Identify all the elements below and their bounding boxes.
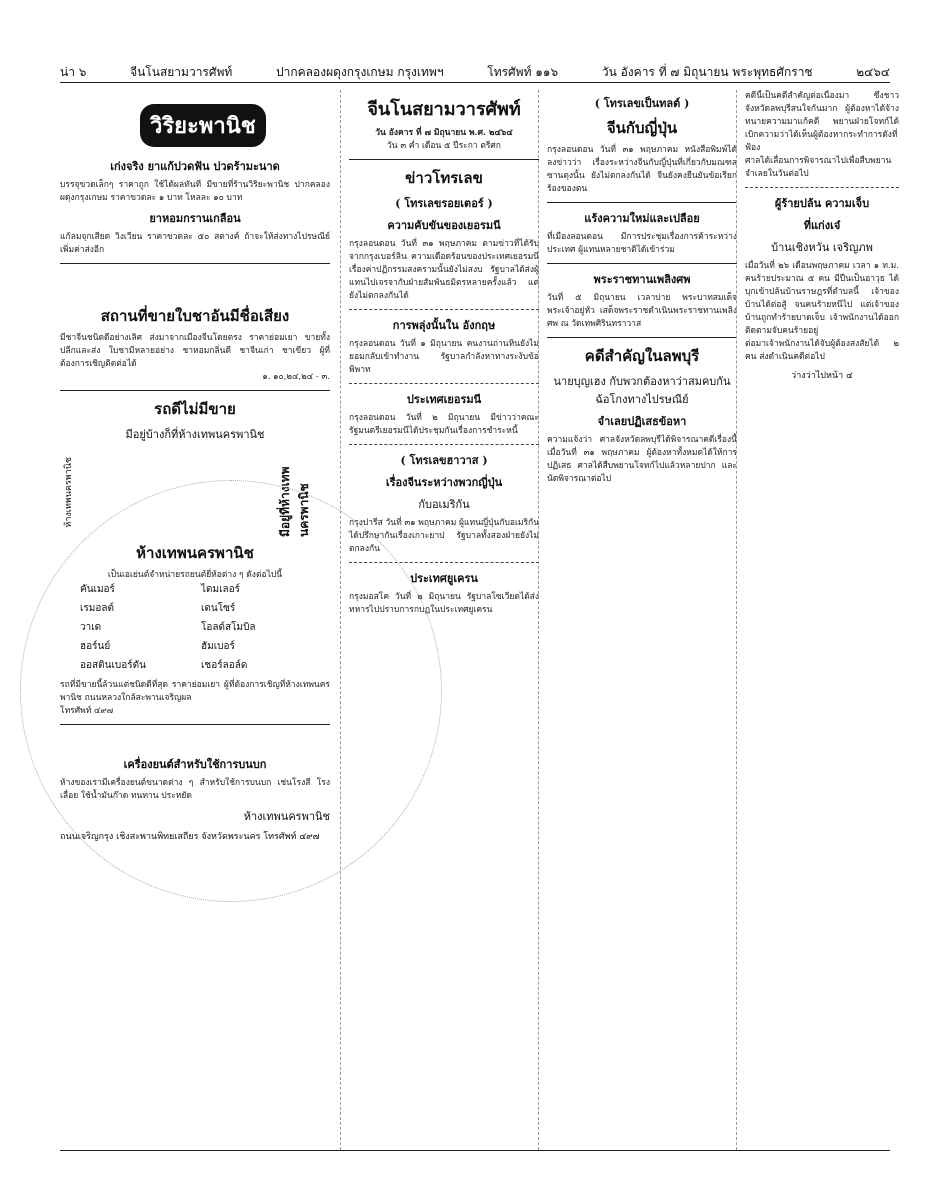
store-note: รถที่มีขายนี้ล้วนแต่ชนิดดีที่สุด ราคาย่อมเยา ผู้ที่ต้องการเชิญที่ห้างเทพนครพานิช ถนนหลวงใกล้สะพานเจริญผล (60, 680, 330, 703)
headline: การพลุ่งนั้นใน อังกฤษ (392, 319, 496, 332)
section-title: ข่าวโทรเลข (405, 169, 483, 187)
paper-address: ปากคลองผดุงกรุงเกษม กรุงเทพฯ (276, 64, 444, 79)
source-reuters: ( โทรเลขรอยเตอร์ ) (395, 197, 493, 210)
divider (60, 390, 330, 391)
ads-column (60, 90, 330, 1150)
divider (60, 263, 330, 264)
brand-list (60, 582, 330, 673)
car-ad-space (60, 447, 330, 537)
side-stamp-left: ห้างเทพนครพานิช (64, 457, 74, 528)
continued-note: ว่างว่าไปหน้า ๔ (791, 371, 853, 381)
article-body: เมื่อวันที่ ๒๖ เดือนพฤษภาคม เวลา ๑ ท.ม. คนร้ายประมาณ ๕ คน มีปืนเป็นอาวุธ ได้บุกเข้าปล้นบ้านราษฎรที่ตำบลนี้ เจ้าของบ้านได้ต่อสู้ จนคนร้ายหนีไป แต่เจ้าของบ้านถูกทำร้ายบาดเจ็บ เจ้าพนักงานได้ออกติดตามจับคนร้ายอยู่ (745, 261, 899, 336)
brand-item: คันเมอร์ (80, 584, 115, 595)
issue-year: ๒๔๖๔ (856, 64, 890, 79)
divider (547, 202, 737, 203)
article-body: วันที่ ๕ มิถุนายน เวลาบ่าย พระบาทสมเด็จพระเจ้าอยู่หัว เสด็จพระราชดำเนินพระราชทานเพลิงศพ ณ วัดเทพศิรินทราวาส (547, 293, 737, 329)
headline: เรื่องจีนระหว่างพวกญี่ปุ่น (385, 476, 503, 489)
news-column-3 (736, 90, 899, 1150)
ad-tea-ref: ๑. ๑๐,๒๔,๒๔ - ๓. (262, 372, 330, 382)
divider (60, 724, 330, 725)
news-column-1 (340, 90, 539, 1150)
brand-item: ไดมเลอร์ (201, 584, 241, 595)
headline-sub: ที่แก่งเจ๋ (803, 219, 841, 232)
ad-engine-body: ห้างของเรามีเครื่องยนต์ขนาดต่าง ๆ สำหรับใช้การบนบก เช่นโรงสี โรงเลื่อย ใช้น้ำมันก๊าด ทนทาน ประหยัด (60, 778, 330, 801)
article-body: กรุงลอนดอน วันที่ ๒ มิถุนายน มีข่าวว่าคณะรัฐมนตรีเยอรมนีได้ประชุมกันเรื่องการชำระหนี้ (349, 413, 539, 436)
article-body: กรุงลอนดอน วันที่ ๑ มิถุนายน คนงานถ่านหินยังไม่ยอมกลับเข้าทำงาน รัฐบาลกำลังหาทางระงับข้อพิพาท (349, 339, 539, 375)
news-column-2 (538, 90, 737, 1150)
article-body: ศาลได้เลื่อนการพิจารณาไปเพื่อสืบพยานจำเลยในวันต่อไป (745, 156, 892, 179)
headline: ผู้ร้ายปล้น ความเจ็บ (774, 197, 870, 210)
page-number: น่า ๖ (60, 64, 87, 79)
headline-sub: จำเลยปฏิเสธข้อหา (597, 415, 687, 428)
article-body: ที่เมืองลอนดอน มีการประชุมเรื่องการค้าระหว่างประเทศ ผู้แทนหลายชาติได้เข้าร่วม (547, 232, 737, 255)
brand-item: วาเด (80, 622, 102, 633)
brand-item: เรมอลต์ (80, 603, 115, 614)
headline-sub: กับอเมริกัน (418, 498, 470, 511)
running-header (60, 62, 890, 83)
ad-balm-title: ยาหอมกรานเกลือน (149, 212, 241, 225)
ad-toothache-body: บรรจุขวดเล็กๆ ราคาถูก ใช้ได้ผลทันที มีขายที่ร้านวิริยะพานิช ปากคลองผดุงกรุงเกษม ราคาขวดละ ๑ บาท โหลละ ๑๐ บาท (60, 180, 330, 203)
divider (349, 159, 539, 160)
masthead: จีนโนสยามวารศัพท์ (367, 99, 521, 120)
ad-car-sub: มีอยู่บ้างก็ที่ห้างเทพนครพานิช (125, 428, 265, 441)
ad-tea-title: สถานที่ขายใบชาอันมีชื่อเสียง (100, 307, 290, 325)
brand-item: ออสตินเบอร์ตัน (80, 660, 146, 671)
headline: ประเทศยูเครน (410, 572, 478, 585)
issue-date: วัน อังคาร ที่ ๗ มิถุนายน พระพุทธศักราช (601, 64, 813, 79)
article-body: คดีนี้เป็นคดีสำคัญต่อเนื่องมา ซึ่งชาวจังหวัดลพบุรีสนใจกันมาก ผู้ต้องหาได้จ้างทนายความมาแก้คดี พยานฝ่ายโจทก์ได้เบิกความว่าได้เห็นผู้ต้องหากระทำการดังที่ฟ้อง (745, 91, 899, 153)
divider (349, 383, 539, 384)
paper-name: จีนโนสยามวารศัพท์ (130, 64, 233, 79)
source-label: ( โทรเลขเป็นทลต์ ) (594, 97, 690, 110)
article-body: กรุงปารีส วันที่ ๓๑ พฤษภาคม ผู้แทนญี่ปุ่นกับอเมริกันได้ปรึกษากันเรื่องเกาะยาป รัฐบาลทั้งสองฝ่ายยังไม่ตกลงกัน (349, 518, 539, 554)
article-body: ต่อมาเจ้าพนักงานได้จับผู้ต้องสงสัยได้ ๒ คน ส่งดำเนินคดีต่อไป (745, 339, 899, 362)
brand-item: ฮัมเบอร์ (201, 641, 235, 652)
paper-phone: โทรศัพท์ ๑๑๖ (487, 64, 559, 79)
headline-sub: นายบุญเฮง กับพวกต้องหาว่าสมคบกันฉ้อโกงทางไปรษณีย์ (553, 375, 731, 406)
store-title: ห้างเทพนครพานิช (136, 544, 254, 562)
source-havas: ( โทรเลขฮาวาส ) (400, 454, 488, 467)
headline-sub: บ้านเชิงหวัน เจริญภพ (771, 241, 873, 254)
dateline-lunar: วัน ๓ ค่ำ เดือน ๕ ปีระกา ตรีศก (387, 141, 501, 151)
article-body: กรุงลอนดอน วันที่ ๓๑ พฤษภาคม ตามข่าวที่ได้รับจากกรุงเบอร์ลิน ความเดือดร้อนของประเทศเยอรมนีเรื่องค่าปฏิกรรมสงครามนั้นยังไม่สงบ รัฐบาลได้ส่งผู้แทนไปเจรจากับฝ่ายสัมพันธมิตรหลายครั้งแล้ว แต่ยังไม่ตกลงกันได้ (349, 239, 539, 301)
headline: แร้งความใหม่และเปลือย (584, 212, 700, 225)
article-body: กรุงมอสโค วันที่ ๒ มิถุนายน รัฐบาลโซเวียตได้ส่งทหารไปปราบการกบฏในประเทศยูเครน (349, 592, 539, 615)
headline: พระราชทานเพลิงศพ (593, 273, 691, 286)
brand-item: เดนโซร์ (201, 603, 236, 614)
brand-item: ฮอร์นย์ (80, 641, 111, 652)
store-intro: เป็นเอเย่นต์จำหน่ายรถยนต์ยี่ห้อต่าง ๆ ดังต่อไปนี้ (107, 570, 283, 580)
ad-car-title: รถดีไม่มีขาย (154, 400, 236, 418)
ad-tea-body: มีชาจีนชนิดดีอย่างเลิศ ส่งมาจากเมืองจีนโดยตรง ราคาย่อมเยา ขายทั้งปลีกและส่ง ใบชามีหลายอย่าง ชาหอมกลิ่นดี ชาจีนเก่า ชาเขียว ผู้ที่ต้องการเชิญติดต่อได้ (60, 333, 330, 369)
viriya-logo: วิริยะพานิช (140, 104, 266, 147)
page-bottom-rule (60, 1150, 890, 1151)
divider (547, 337, 737, 338)
ad-engine-title: เครื่องยนต์สำหรับใช้การบนบก (123, 758, 267, 771)
article-body: ความแจ้งว่า ศาลจังหวัดลพบุรีได้พิจารณาคดีเรื่องนี้เมื่อวันที่ ๓๑ พฤษภาคม ผู้ต้องหาทั้งหมดได้ให้การปฏิเสธ ศาลได้สืบพยานโจทก์ไปแล้วหลายปาก และนัดพิจารณาต่อไป (547, 435, 737, 484)
headline: ประเทศเยอรมนี (406, 393, 482, 406)
ad-engine-address: ถนนเจริญกรุง เชิงสะพานพิทยเสถียร จังหวัดพระนคร โทรศัพท์ ๔๙๗ (60, 832, 320, 842)
divider (547, 263, 737, 264)
headline: ความคับขันของเยอรมนี (387, 219, 501, 232)
divider (349, 444, 539, 445)
headline: คดีสำคัญในลพบุรี (584, 347, 700, 365)
ad-balm-body: แก้ลมจุกเสียด วิงเวียน ราคาขวดละ ๕๐ สตางค์ ถ้าจะให้ส่งทางไปรษณีย์ เพิ่มค่าส่งอีก (60, 232, 330, 255)
divider (349, 562, 539, 563)
divider (745, 187, 899, 188)
store-phone: โทรศัพท์ ๔๙๗ (60, 706, 114, 716)
ad-engine-sig: ห้างเทพนครพานิช (243, 810, 330, 823)
side-label-right: มีอยู่ที่ห้างเทพนครพานิช (278, 466, 311, 537)
dateline: วัน อังคาร ที่ ๗ มิถุนายน พ.ศ. ๒๔๖๔ (375, 128, 513, 138)
brand-item: เชอร์ลอล์ด (201, 660, 248, 671)
divider (349, 309, 539, 310)
article-body: กรุงลอนดอน วันที่ ๓๑ พฤษภาคม หนังสือพิมพ์ได้ลงข่าวว่า เรื่องระหว่างจีนกับญี่ปุ่นที่เกี่ยวกับมณฑลซานตุงนั้น ยังไม่ตกลงกันได้ จีนยังคงยืนยันข้อเรียกร้องของตน (547, 145, 737, 194)
ad-toothache-title: เก่งจริง ยาแก้ปวดฟัน ปวดร้ามะนาด (110, 160, 280, 173)
brand-item: โอลด์สโมบิล (201, 622, 256, 633)
headline: จีนกับญี่ปุ่น (606, 119, 678, 137)
